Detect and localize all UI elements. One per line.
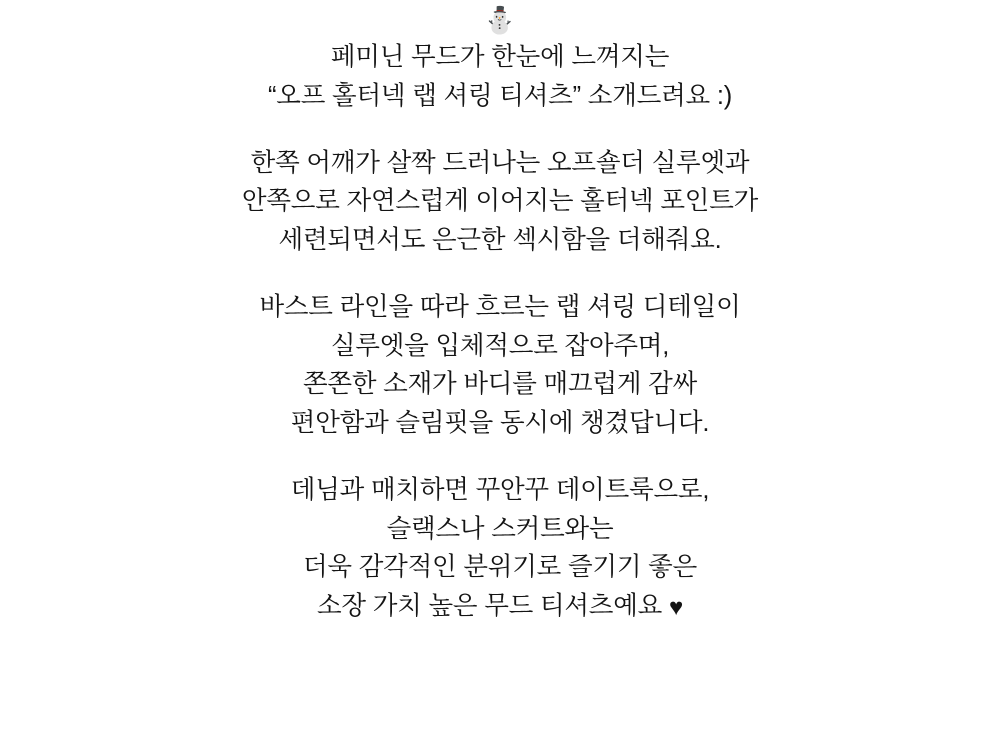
closing-text: 소장 가치 높은 무드 티셔츠예요 bbox=[316, 592, 669, 620]
text-line-closing bbox=[0, 587, 1000, 626]
text-line: 실루엣을 입체적으로 잡아주며, bbox=[330, 331, 670, 360]
text-line: 세련되면서도 은근한 섹시함을 더해줘요. bbox=[278, 226, 722, 254]
paragraph-styling bbox=[0, 471, 1000, 627]
text-line: 편안함과 슬림핏을 동시에 챙겼답니다. bbox=[290, 409, 710, 437]
paragraph-intro bbox=[0, 38, 1000, 116]
text-line: “오프 홀터넥 랩 셔링 티셔츠” 소개드려요 :) bbox=[268, 81, 732, 110]
text-line: 쫀쫀한 소재가 바디를 매끄럽게 감싸 bbox=[302, 370, 698, 399]
paragraph-gap bbox=[0, 260, 1000, 288]
text-line: 바스트 라인을 따라 흐르는 랩 셔링 디테일이 bbox=[259, 292, 741, 321]
text-line: 한쪽 어깨가 살짝 드러나는 오프숄더 실루엣과 bbox=[250, 148, 750, 177]
text-line: 페미닌 무드가 한눈에 느껴지는 bbox=[330, 43, 670, 71]
text-line: 더욱 감각적인 분위기로 즐기기 좋은 bbox=[302, 553, 698, 582]
heart-symbol: ♥ bbox=[669, 594, 684, 621]
text-line: 안쪽으로 자연스럽게 이어지는 홀터넥 포인트가 bbox=[241, 187, 759, 216]
paragraph-gap bbox=[0, 116, 1000, 144]
text-line: 슬랙스나 스커트와는 bbox=[386, 514, 614, 543]
paragraph-silhouette bbox=[0, 144, 1000, 260]
description-body bbox=[0, 38, 1000, 626]
paragraph-detail bbox=[0, 288, 1000, 443]
text-line: 데님과 매치하면 꾸안꾸 데이트룩으로, bbox=[290, 475, 710, 504]
snowman-emoji: ⛄ bbox=[483, 5, 517, 35]
top-emoji-row bbox=[0, 2, 1000, 38]
paragraph-gap bbox=[0, 443, 1000, 471]
